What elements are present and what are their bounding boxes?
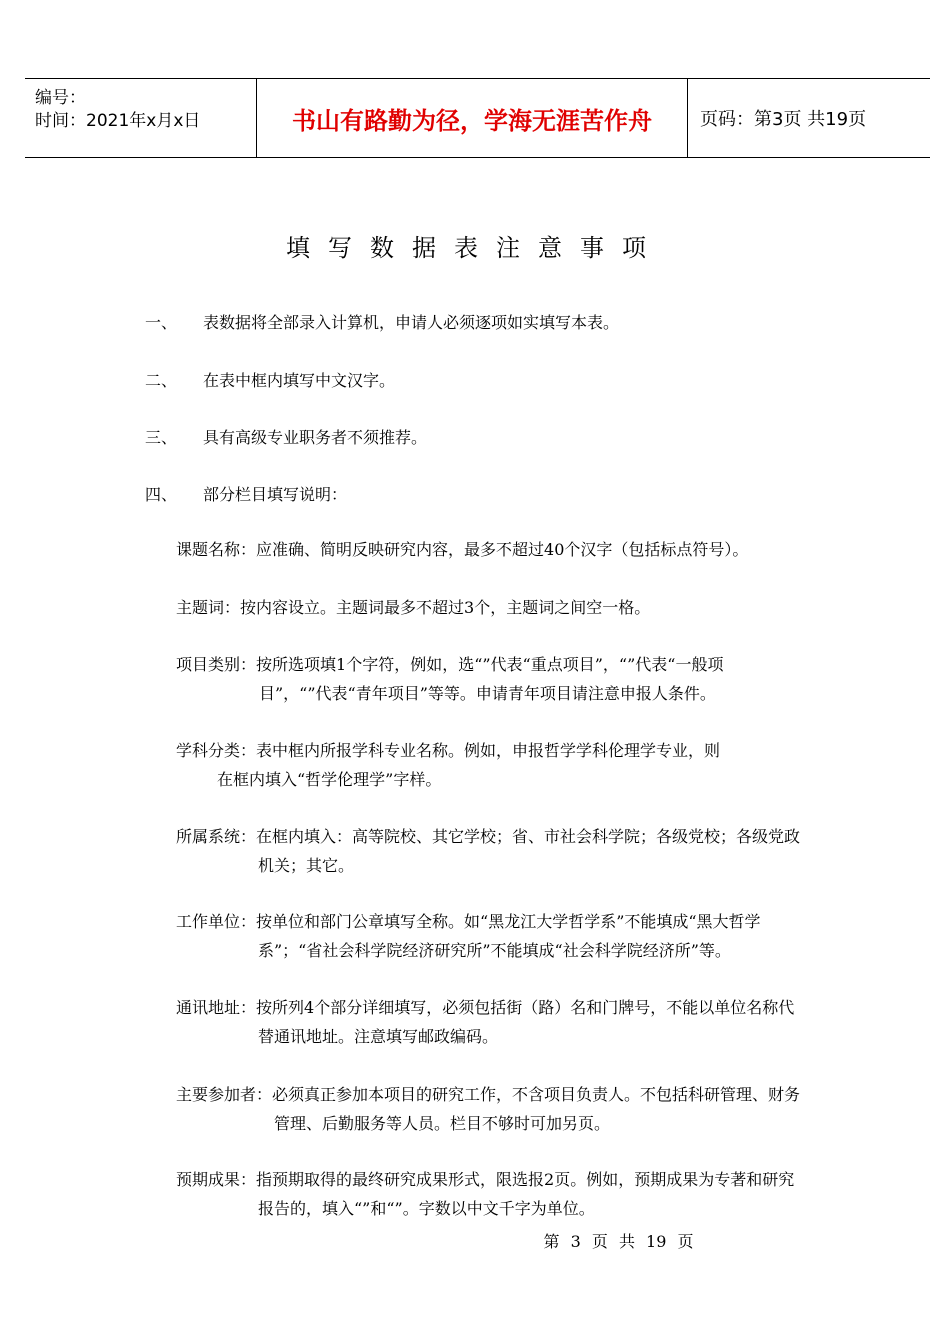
header-meta: [25, 79, 257, 157]
note-label: 预期成果：: [176, 1170, 257, 1189]
note-label: 所属系统：: [176, 827, 257, 846]
note-paragraph: [176, 993, 794, 1051]
item-text: 部分栏目填写说明：: [203, 485, 348, 504]
note-label: 项目类别：: [176, 655, 257, 674]
note-text-continued: 报告的，填入“”和“”。字数以中文千字为单位。: [258, 1199, 595, 1218]
note-label: 主题词：: [176, 598, 241, 617]
note-label: 学科分类：: [176, 741, 257, 760]
page-header: [25, 78, 930, 158]
note-text-continued: 替通讯地址。注意填写邮政编码。: [258, 1027, 499, 1046]
motto: 书山有路勤为径，学海无涯苦作舟: [257, 79, 688, 157]
note-text: 必须真正参加本项目的研究工作，不含项目负责人。不包括科研管理、财务: [272, 1085, 801, 1104]
item-text: 具有高级专业职务者不须推荐。: [203, 428, 428, 447]
note-text: 按内容设立。主题词最多不超过3个，主题词之间空一格。: [240, 598, 651, 617]
note-paragraph: [176, 1165, 794, 1223]
note-paragraph: [176, 593, 650, 622]
time-label: 时间：2021年x月x日: [35, 111, 201, 131]
note-text: 按所列4个部分详细填写，必须包括街（路）名和门牌号，不能以单位名称代: [256, 998, 795, 1017]
note-text: 按所选项填1个字符，例如，选“”代表“重点项目”，“”代表“一般项: [256, 655, 724, 674]
note-paragraph: [176, 1080, 800, 1138]
item-text: 表数据将全部录入计算机，申请人必须逐项如实填写本表。: [203, 313, 620, 332]
item-number: 一、: [145, 313, 178, 332]
note-text: 表中框内所报学科专业名称。例如，申报哲学学科伦理学专业，则: [256, 741, 721, 760]
note-text-continued: 管理、后勤服务等人员。栏目不够时可加另页。: [274, 1114, 611, 1133]
note-text-continued: 系”；“省社会科学院经济研究所”不能填成“社会科学院经济所”等。: [258, 941, 731, 960]
page-footer: 第 3 页 共 19 页: [543, 1232, 694, 1251]
note-text: 在框内填入：高等院校、其它学校；省、市社会科学院；各级党校；各级党政: [256, 827, 801, 846]
item-number: 二、: [145, 371, 178, 390]
note-paragraph: [176, 650, 723, 708]
note-text-continued: 目”，“”代表“青年项目”等等。申请青年项目请注意申报人条件。: [259, 684, 716, 703]
note-text: 应准确、简明反映研究内容，最多不超过40个汉字（包括标点符号）。: [256, 540, 749, 559]
note-label: 工作单位：: [176, 912, 257, 931]
serial-label: 编号：: [35, 88, 86, 108]
note-label: 课题名称：: [176, 540, 257, 559]
item-text: 在表中框内填写中文汉字。: [203, 371, 396, 390]
note-label: 通讯地址：: [176, 998, 257, 1017]
note-text: 按单位和部门公章填写全称。如“黑龙江大学哲学系”不能填成“黑大哲学: [256, 912, 761, 931]
note-text: 指预期取得的最终研究成果形式，限选报2页。例如，预期成果为专著和研究: [256, 1170, 795, 1189]
document-title: 填写数据表注意事项: [286, 234, 664, 262]
note-text-continued: 在框内填入“哲学伦理学”字样。: [217, 770, 442, 789]
note-text-continued: 机关；其它。: [258, 856, 355, 875]
page-number-label: 页码：第3页 共19页: [700, 109, 867, 130]
note-paragraph: [176, 736, 720, 794]
note-paragraph: [176, 535, 748, 564]
note-paragraph: [176, 822, 800, 880]
item-number: 三、: [145, 428, 178, 447]
item-number: 四、: [145, 485, 178, 504]
note-label: 主要参加者：: [176, 1085, 273, 1104]
note-paragraph: [176, 907, 761, 965]
